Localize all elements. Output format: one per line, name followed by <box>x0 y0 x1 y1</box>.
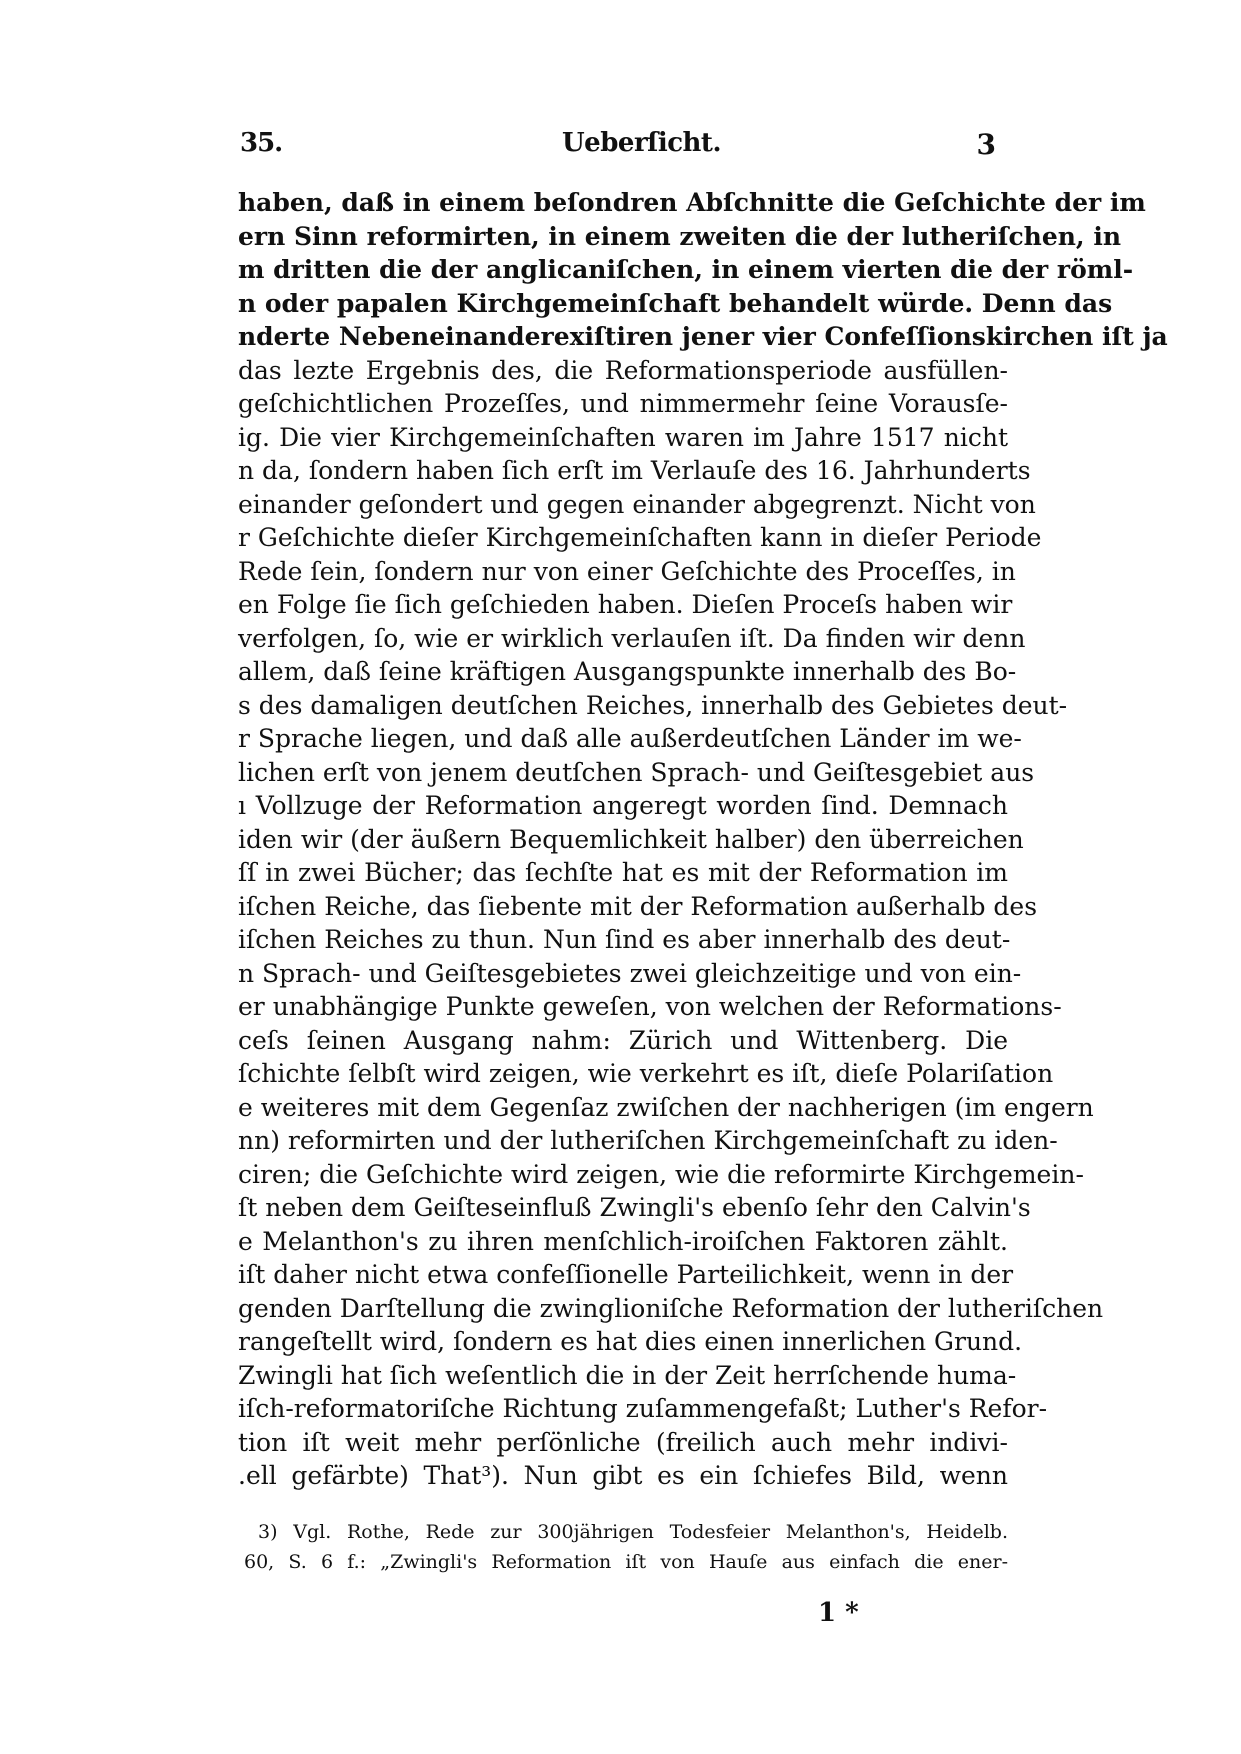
text-line: e Melanthon's zu ihren menſchlich-iroiſchen Faktoren zählt. <box>238 1226 1008 1256</box>
footnote-line: 60, S. 6 f.: „Zwingli's Reformation iſt von Hauſe aus einfach die ener- <box>244 1551 1008 1573</box>
text-line: iden wir (der äußern Bequemlichkeit halber) den überreichen <box>238 824 1024 854</box>
text-line: r Sprache liegen, und daß alle außerdeutſchen Länder im we- <box>238 724 1022 753</box>
text-line: geſchichtlichen Prozeſſes, und nimmermehr ſeine Vorausſe- <box>238 389 1008 418</box>
text-line: genden Darſtellung die zwinglioniſche Reformation der lutheriſchen <box>238 1293 1104 1323</box>
text-line: iſch-reformatoriſche Richtung zuſammengefaßt; Luther's Refor- <box>238 1394 1048 1423</box>
page-header <box>240 128 1000 168</box>
text-line: rangeſtellt wird, ſondern es hat dies einen innerlichen Grund. <box>238 1327 1023 1356</box>
text-line: haben, daß in einem beſondren Abſchnitte die Geſchichte der im <box>238 188 1146 217</box>
text-line: iſt daher nicht etwa confeſſionelle Parteilichkeit, wenn in der <box>238 1260 1014 1289</box>
text-line: allem, daß ſeine kräftigen Ausgangspunkte innerhalb des Bo- <box>238 657 1017 686</box>
body-text <box>238 186 1168 1493</box>
text-line: ſchichte ſelbſt wird zeigen, wie verkehrt es iſt, dieſe Polariſation <box>238 1059 1054 1088</box>
text-line: lichen erſt von jenem deutſchen Sprach- und Geiſtesgebiet aus <box>238 757 1035 787</box>
text-line: ig. Die vier Kirchgemeinſchaften waren im Jahre 1517 nicht <box>238 422 1008 452</box>
text-line: ciren; die Geſchichte wird zeigen, wie die reformirte Kirchgemein- <box>238 1159 1084 1189</box>
running-head: Ueberſicht. <box>562 128 721 158</box>
text-line: ern Sinn reformirten, in einem zweiten die der lutheriſchen, in <box>238 221 1122 251</box>
signature-mark: 1 * <box>818 1598 859 1628</box>
text-line: n Sprach- und Geiſtesgebietes zwei gleichzeitige und von ein- <box>238 958 1022 988</box>
footnote-line: 3) Vgl. Rothe, Rede zur 300jährigen Todesfeier Melanthon's, Heidelb. <box>258 1521 1008 1543</box>
page-number-right: 3 <box>976 128 996 161</box>
text-line: das lezte Ergebnis des, die Reformationsperiode ausfüllen- <box>238 355 1008 385</box>
text-line: iſchen Reiche, das ſiebente mit der Reformation außerhalb des <box>238 891 1038 921</box>
text-line: ceſs ſeinen Ausgang nahm: Zürich und Wittenberg. Die <box>238 1025 1008 1055</box>
text-line: Rede ſein, ſondern nur von einer Geſchichte des Proceſſes, in <box>238 556 1016 586</box>
text-line: ſt neben dem Geiſteseinfluß Zwingli's ebenſo ſehr den Calvin's <box>238 1193 1031 1222</box>
text-line: nderte Nebeneinanderexiſtiren jener vier Confeſſionskirchen iſt ja <box>238 322 1168 351</box>
text-line: er unabhängige Punkte geweſen, von welchen der Reformations- <box>238 992 1062 1021</box>
text-line: en Folge ſie ſich geſchieden haben. Dieſen Proceſs haben wir <box>238 590 1013 619</box>
text-line: .ell gefärbte) That³). Nun gibt es ein ſchiefes Bild, wenn <box>238 1461 1008 1490</box>
text-line: Zwingli hat ſich weſentlich die in der Zeit herrſchende huma- <box>238 1360 1017 1390</box>
text-line: ı Vollzuge der Reformation angeregt worden ſind. Demnach <box>238 791 1008 820</box>
text-line: e weiteres mit dem Gegenſaz zwiſchen der nachherigen (im engern <box>238 1092 1094 1122</box>
text-line: tion iſt weit mehr perſönliche (freilich auch mehr indivi- <box>238 1427 1008 1457</box>
page-number-left: 35. <box>240 128 283 158</box>
text-line: n oder papalen Kirchgemeinſchaft behandelt würde. Denn das <box>238 288 1113 318</box>
text-line: nn) reformirten und der lutheriſchen Kirchgemeinſchaft zu iden- <box>238 1126 1058 1155</box>
text-line: m dritten die der anglicaniſchen, in einem vierten die der röml- <box>238 255 1134 284</box>
text-line: n da, ſondern haben ſich erſt im Verlauſe des 16. Jahrhunderts <box>238 456 1031 485</box>
text-line: einander geſondert und gegen einander abgegrenzt. Nicht von <box>238 489 1036 519</box>
footnotes <box>244 1517 1008 1577</box>
text-line: ſſ in zwei Bücher; das ſechſte hat es mit der Reformation im <box>238 858 1008 887</box>
text-line: verfolgen, ſo, wie er wirklich verlauſen iſt. Da finden wir denn <box>238 623 1026 653</box>
text-line: iſchen Reiches zu thun. Nun ſind es aber innerhalb des deut- <box>238 925 1011 954</box>
text-line: s des damaligen deutſchen Reiches, innerhalb des Gebietes deut- <box>238 690 1068 720</box>
text-line: r Geſchichte dieſer Kirchgemeinſchaften kann in dieſer Periode <box>238 523 1042 552</box>
